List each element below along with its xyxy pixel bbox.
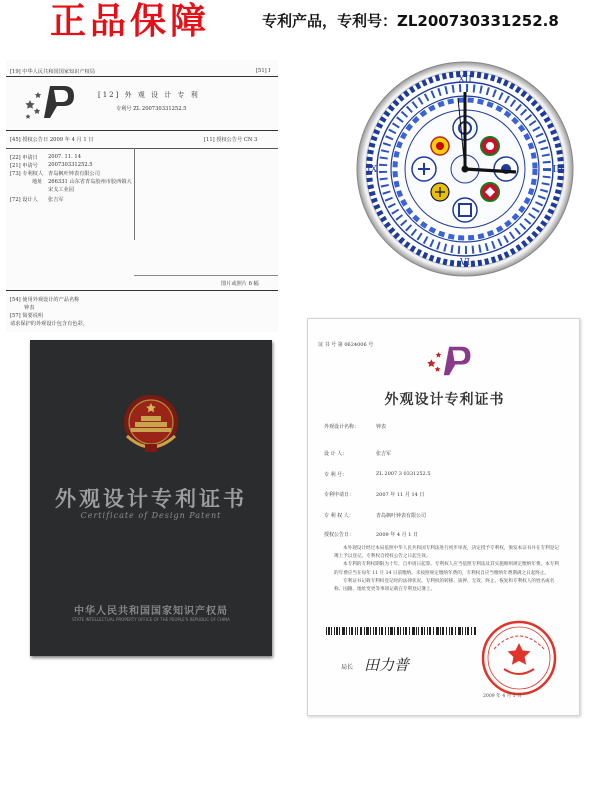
cert-body-paragraph: 本外观设计经过本局依照中华人民共和国专利法进行初步审查，决定授予专利权，颁发本证书并在专利登记簿上予以登记。专利权自授权公告之日起生效。 [334,546,559,560]
pub-field-label: [22] 申请日 [10,155,38,161]
pub-field-value: 266331 山东省青岛胶州市胶西镇大 [48,179,132,185]
cert-serial: 证 书 号 第 0624006 号 [318,342,374,348]
cert-field-value: 2009 年 4 月 1 日 [376,532,419,538]
pub-product-name-label: [54] 使用外观设计的产品名称 [10,297,80,303]
barcode-icon [326,627,476,635]
pub-field-label: 地址 [32,179,43,185]
cert-field-value: 张吉军 [376,451,392,457]
pub-field-value: 青岛枫叶钟表有限公司 [48,171,100,177]
cert-field-label: 专 利 号： [324,472,348,478]
pub-grant-number: [11] 授权公告号 CN 3 [204,137,258,143]
cert-field-value: 钟表 [376,424,387,430]
pub-brief-label: [57] 简要说明 [10,313,44,319]
pub-field-value: 张吉军 [48,197,64,203]
cert-field-label: 专利申请日： [324,492,355,498]
cert-field-value: ZL 2007 3 0331252.5 [376,471,431,477]
cert-body-paragraph: 专利证书记载专利权登记时的法律状况。专利权的转移、质押、无效、终止、恢复和专利权人的姓名或名称、国籍、地址变更等事项记载在专利登记簿上。 [334,578,555,593]
pub-office-line: [19] 中华人民共和国国家知识产权局 [10,69,95,75]
pub-field-label: [73] 专利权人 [10,171,44,177]
sipo-logo-icon [24,84,78,120]
pub-field-value: 2007. 11. 14 [48,154,81,160]
cert-body-paragraph: 本专利的专利权期限为十年，自申请日起算。专利权人应当依照专利法及其实施细则规定缴纳年费。本专利的年费应当在每年 11 月 14 日前缴纳。未按照规定缴纳年费的，专利权自应当缴纳年费期满之日起终止。 [334,562,559,576]
cover-issuer: 中华人民共和国国家知识产权局 [74,606,228,617]
cover-issuer-english: STATE INTELLECTUAL PROPERTY OFFICE OF THE PEOPLE'S REPUBLIC OF CHINA [72,617,230,622]
cert-body-text [334,545,560,594]
design-patent-certificate [307,318,580,716]
cover-subtitle: Certificate of Design Patent [80,511,222,520]
national-emblem-icon [115,392,187,456]
cover-title: 外观设计专利证书 [55,486,247,511]
pub-field-value: 200730331252.5 [48,162,93,168]
pub-field-value: 宋戈工业园 [48,187,74,193]
pub-page-note: 图片或照片 6 幅 [221,281,259,287]
patent-publication-page [6,60,278,332]
clock-photo [338,50,598,290]
cert-title: 外观设计专利证书 [384,392,505,408]
pub-class-label: [51] I [256,68,271,74]
pub-grant-date: [45] 授权公告日 2009 年 4 月 1 日 [10,137,94,143]
pub-field-label: [21] 申请号 [10,163,38,169]
patent-number-line: 专利产品，专利号：ZL200730331252.8 [262,12,559,30]
cert-field-label: 专 利 权 人： [324,513,354,519]
svg-text:VI: VI [459,258,471,268]
cert-field-value: 2007 年 11 月 14 日 [376,492,425,498]
pub-brief: 请求保护的外观设计包含有色彩。 [10,321,88,327]
cert-signature: 田力普 [364,656,410,674]
svg-text:IX: IX [367,165,377,175]
svg-text:III: III [552,165,564,175]
pub-product-name: 钟表 [24,305,35,311]
pub-field-label: [72] 设计人 [10,197,38,203]
certificate-cover [30,340,272,656]
svg-text:XII: XII [458,75,472,85]
pub-patent-number: 专利号 ZL 200730331252.5 [116,106,187,112]
pub-doc-type: [12] 外 观 设 计 专 利 [98,91,200,99]
official-seal-icon [480,619,558,697]
cert-field-label: 设 计 人： [324,451,348,457]
authentic-guarantee-title: 正品保障 [50,1,211,42]
cert-bottom-date: 2009 年 4 月 1 日 [483,694,522,699]
sipo-logo-icon [426,344,474,378]
cert-signature-label: 局长 [341,664,354,671]
header [0,0,609,44]
cert-field-label: 外观设计名称： [324,424,360,430]
cert-field-label: 授权公告日： [324,532,355,538]
cert-field-value: 青岛枫叶钟表有限公司 [376,513,427,519]
